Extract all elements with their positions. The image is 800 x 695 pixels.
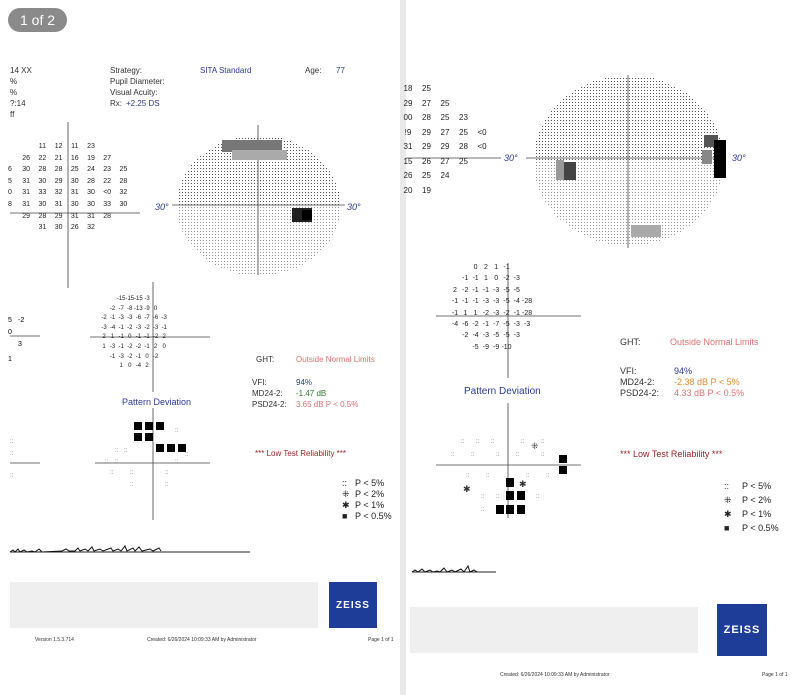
grid-cell: -15	[125, 296, 135, 302]
grid-cell: -10	[501, 343, 512, 351]
grid-cell: 2	[145, 363, 149, 370]
grid-cell: <0	[477, 142, 487, 151]
psd-label: PSD24-2:	[620, 388, 660, 398]
grid-cell: -1	[472, 275, 479, 283]
deviation-fragment: 1	[8, 356, 12, 363]
low-reliability-warning: *** Low Test Reliability ***	[620, 449, 723, 459]
legend-p2: P < 2%	[742, 495, 772, 505]
grid-cell: -3	[144, 296, 150, 302]
grid-cell: -3	[482, 298, 489, 306]
grid-cell: -1	[482, 286, 489, 294]
grid-cell: 30	[119, 201, 128, 208]
grid-cell: -13	[134, 305, 143, 312]
grid-cell: -2	[101, 315, 107, 322]
svg-text:::: ::	[124, 448, 128, 454]
legend-p2: P < 2%	[355, 489, 385, 499]
grid-cell: -1	[109, 353, 116, 360]
grid-cell: 1	[110, 334, 115, 341]
grid-cell: 30	[87, 189, 95, 197]
legend-symbol-05: ■	[724, 523, 730, 533]
grid-cell: 19	[422, 185, 431, 195]
grid-cell: -5	[503, 286, 510, 294]
legend-p1: P < 1%	[742, 509, 772, 519]
grid-cell: 31	[87, 212, 95, 220]
grid-cell: -4	[109, 324, 116, 331]
grid-cell: 27	[422, 98, 431, 108]
ght-label: GHT:	[256, 355, 275, 364]
svg-text:::: ::	[10, 439, 14, 445]
grid-cell: -1	[462, 275, 469, 283]
grid-cell: 24	[87, 166, 95, 174]
grid-cell: -1	[451, 298, 459, 306]
rx-value: +2.25 DS	[126, 99, 160, 108]
grid-cell: 29	[54, 212, 63, 220]
grid-cell: -1	[109, 315, 116, 322]
grid-cell: 2	[453, 286, 457, 294]
grid-cell: 25	[459, 127, 468, 137]
grid-cell: 29	[54, 177, 63, 185]
strategy-value: SITA Standard	[200, 66, 252, 75]
zeiss-logo: ZEISS	[329, 582, 377, 628]
grid-cell: 31	[38, 224, 47, 232]
grid-cell: 29	[440, 142, 450, 151]
md-label: MD24-2:	[252, 389, 283, 398]
grid-cell: 0	[128, 363, 132, 370]
grid-cell: -1	[462, 298, 469, 306]
grid-cell: -28	[522, 309, 533, 317]
grid-cell: 2	[162, 334, 166, 341]
grid-cell: 28	[38, 166, 47, 174]
page-indicator[interactable]: 1 of 2	[8, 8, 67, 32]
degree-label-right: 30°	[732, 153, 746, 163]
grid-cell: 22	[103, 177, 112, 185]
low-reliability-warning: *** Low Test Reliability ***	[255, 449, 347, 458]
md-value: -2.38 dB P < 5%	[674, 377, 740, 387]
grid-cell: -6	[152, 315, 159, 322]
rx-label: Rx:	[110, 99, 122, 108]
grid-cell: -15	[116, 296, 126, 302]
svg-text:::: ::	[130, 482, 134, 488]
grid-cell: -2	[152, 334, 159, 341]
strategy-label: Strategy:	[110, 66, 143, 75]
grid-cell: -3	[101, 324, 107, 331]
grid-cell: 29	[422, 142, 431, 151]
grid-cell: -3	[152, 324, 159, 331]
grid-cell: 24	[440, 171, 450, 180]
svg-text:::: ::	[165, 482, 169, 488]
grid-cell: -5	[503, 332, 510, 340]
grid-cell: 8	[8, 201, 12, 208]
grid-cell: 0	[145, 353, 149, 360]
grid-cell: 2	[153, 344, 158, 350]
legend-p5: P < 5%	[355, 478, 385, 488]
deviation-fragment: 0	[8, 329, 12, 336]
deviation-fragment: 5	[8, 317, 12, 324]
grid-cell: -3	[493, 298, 500, 306]
header-fragment: %	[10, 77, 18, 86]
grid-cell: 30	[38, 201, 47, 208]
grid-cell: -3	[513, 321, 520, 328]
patient-id-fragment: 14 XX	[10, 66, 32, 75]
grid-cell: 25	[459, 156, 468, 166]
grid-cell: 26	[403, 171, 413, 180]
grid-cell: -7	[144, 315, 150, 322]
grid-cell: 29	[22, 212, 31, 220]
grid-cell: 31	[403, 142, 413, 151]
grid-cell: -1	[161, 324, 167, 331]
legend-symbol-2: ⁜	[342, 489, 350, 499]
age-value: 77	[336, 66, 345, 75]
grid-cell: 25	[70, 166, 79, 174]
grid-cell: 31	[22, 201, 31, 208]
grid-cell: -3	[118, 315, 124, 322]
md-label: MD24-2:	[620, 377, 655, 387]
grid-cell: -1	[513, 309, 520, 317]
grid-cell: 5	[8, 177, 12, 185]
grid-cell: 00	[403, 113, 413, 122]
grid-cell: -2	[503, 309, 510, 317]
grid-cell: -6	[135, 315, 142, 322]
grid-cell: 32	[87, 224, 95, 232]
grid-cell: 16	[70, 154, 79, 162]
grid-cell: 0	[494, 275, 499, 283]
grid-cell: !9	[404, 127, 412, 137]
grid-cell: -1	[503, 264, 510, 271]
grid-cell: 1	[473, 309, 478, 317]
grid-cell: 23	[459, 113, 468, 122]
grid-cell: 21	[54, 154, 63, 162]
grid-cell: -2	[135, 344, 142, 350]
grid-cell: -9	[493, 343, 500, 351]
svg-text:::: ::	[10, 473, 14, 479]
degree-label-left: 30°	[504, 153, 518, 163]
grid-cell: -15	[134, 296, 143, 302]
grid-cell: -4	[451, 321, 459, 328]
created-text: Created: 6/26/2024 10:09:33 AM by Administrator	[147, 637, 257, 643]
grid-cell: 33	[38, 189, 47, 197]
svg-text:::: ::	[130, 470, 134, 476]
grid-cell: 0	[473, 264, 478, 271]
right-report-page	[403, 0, 800, 695]
psd-label: PSD24-2:	[252, 400, 287, 409]
grid-cell: 1	[463, 309, 468, 317]
psd-value: 3.65 dB P < 0.5%	[296, 400, 359, 409]
grid-cell: -5	[493, 332, 500, 340]
legend-symbol-5: ::	[724, 481, 730, 491]
grid-cell: -2	[482, 309, 489, 317]
grid-cell: 25	[422, 171, 431, 180]
grid-cell: 31	[70, 189, 79, 197]
grid-cell: 30	[54, 224, 63, 232]
grid-cell: -2	[127, 324, 133, 331]
header-fragment: %	[10, 88, 18, 97]
grid-cell: -1	[451, 309, 459, 317]
grid-cell: -2	[462, 332, 469, 340]
md-value: -1.47 dB	[296, 389, 327, 398]
grid-cell: -4	[472, 332, 479, 340]
grid-cell: 23	[87, 143, 95, 150]
grid-cell: -3	[493, 309, 500, 317]
svg-text:::: ::	[165, 470, 169, 476]
grid-cell: <0	[103, 189, 112, 197]
legend-p05: P < 0.5%	[355, 511, 392, 521]
grid-cell: 25	[440, 98, 450, 108]
footer-box	[10, 582, 318, 628]
deviation-fragment: 3	[18, 341, 22, 348]
ght-label: GHT:	[620, 337, 641, 347]
grid-cell: 30	[87, 201, 95, 208]
grid-cell: -1	[118, 324, 124, 331]
grid-cell: -3	[513, 332, 520, 340]
legend-p05: P < 0.5%	[742, 523, 779, 533]
vfi-label: VFI:	[620, 366, 637, 376]
grid-cell: -2	[127, 353, 133, 360]
grid-cell: -5	[503, 321, 510, 328]
header-fragment: ?:14	[10, 99, 26, 108]
grid-cell: -1	[135, 353, 142, 360]
age-label: Age:	[305, 66, 322, 75]
grid-cell: 0	[8, 189, 12, 197]
grid-cell: 32	[119, 189, 128, 197]
legend-symbol-05: ■	[342, 511, 348, 521]
pattern-deviation-title: Pattern Deviation	[122, 397, 192, 407]
grid-cell: -3	[135, 324, 142, 331]
grid-cell: 30	[22, 166, 31, 174]
ght-value: Outside Normal Limits	[670, 337, 759, 347]
grid-cell: -3	[513, 275, 520, 283]
acuity-label: Visual Acuity:	[110, 88, 158, 97]
vfi-label: VFI:	[252, 378, 267, 387]
grid-cell: -8	[127, 305, 133, 312]
grid-cell: -2	[462, 286, 469, 294]
grid-cell: -2	[127, 344, 133, 350]
grid-cell: -1	[482, 321, 489, 328]
grid-cell: -1	[118, 344, 124, 350]
grid-cell: -5	[472, 343, 479, 351]
page-number: Page 1 of 1	[368, 637, 394, 643]
degree-label-left: 30°	[155, 202, 169, 212]
grid-cell: -3	[109, 344, 116, 350]
grid-cell: 30	[70, 177, 79, 185]
grid-cell: -5	[513, 286, 520, 294]
psd-value: 4.33 dB P < 0.5%	[674, 388, 745, 398]
grid-cell: 33	[103, 201, 112, 208]
degree-label-right: 30°	[347, 202, 361, 212]
grid-cell: -7	[118, 305, 124, 312]
grid-cell: -1	[472, 298, 479, 306]
grid-cell: 31	[22, 189, 31, 197]
grid-cell: 15	[403, 156, 413, 166]
grid-cell: 23	[103, 166, 112, 174]
created-text: Created: 6/26/2024 10:09:33 AM by Administrator	[500, 672, 610, 678]
grid-cell: 0	[153, 305, 158, 312]
vfi-value: 94%	[296, 378, 313, 387]
legend-p5: P < 5%	[742, 481, 772, 491]
grid-cell: 28	[38, 212, 47, 220]
grid-cell: 29	[403, 98, 413, 108]
grid-cell: -2	[472, 321, 479, 328]
grid-cell: 29	[422, 127, 431, 137]
grid-cell: -3	[127, 315, 133, 322]
grid-cell: -3	[118, 353, 124, 360]
grid-cell: 28	[54, 166, 63, 174]
grid-cell: 31	[70, 212, 79, 220]
grid-cell: -4	[513, 298, 520, 306]
grid-cell: -5	[503, 298, 510, 306]
grid-cell: 25	[422, 84, 431, 93]
pupil-label: Pupil Diameter:	[110, 77, 165, 86]
grid-cell: 27	[440, 127, 450, 137]
grid-cell: 11	[71, 143, 79, 150]
grid-cell: 28	[422, 113, 431, 122]
grid-cell: -1	[144, 334, 150, 341]
grid-cell: 1	[483, 275, 488, 283]
grid-cell: 31	[54, 201, 63, 208]
grid-cell: 1	[494, 264, 499, 271]
svg-text:::: ::	[115, 459, 119, 465]
grid-cell: 12	[54, 143, 63, 150]
grid-cell: 20	[403, 185, 413, 195]
grid-cell: 22	[38, 154, 47, 162]
header-fragment: ff	[10, 110, 15, 119]
grid-cell: 2	[483, 264, 488, 271]
grid-cell: 27	[103, 154, 112, 162]
grid-cell: -7	[493, 321, 500, 328]
grid-cell: 11	[38, 143, 47, 150]
zeiss-logo: ZEISS	[717, 604, 767, 656]
pattern-deviation-title: Pattern Deviation	[464, 386, 541, 397]
grid-cell: -3	[523, 321, 531, 328]
svg-text:::: ::	[185, 452, 189, 458]
grid-cell: -3	[161, 315, 167, 322]
grid-cell: 26	[22, 154, 31, 162]
grid-cell: 25	[119, 166, 128, 174]
grid-cell: 28	[119, 177, 128, 185]
grid-cell: <0	[477, 127, 487, 137]
grid-cell: 26	[70, 224, 79, 232]
grid-cell: -28	[522, 298, 533, 306]
legend-symbol-5: ::	[342, 478, 348, 488]
page-number: Page 1 of 1	[762, 672, 788, 678]
grid-cell: 27	[440, 156, 450, 166]
grid-cell: 1	[119, 363, 123, 370]
footer-box	[410, 607, 698, 653]
grid-cell: 0	[162, 344, 166, 350]
svg-text:::: ::	[175, 459, 179, 465]
grid-cell: 28	[459, 142, 468, 151]
version-text: Version 1.5.3.714	[35, 637, 74, 643]
grid-cell: 30	[38, 177, 47, 185]
grid-cell: 25	[440, 113, 450, 122]
grid-cell: 1	[102, 344, 106, 350]
grid-cell: -3	[493, 286, 500, 294]
grid-cell: -3	[482, 332, 489, 340]
legend-symbol-2: ⁜	[724, 495, 732, 505]
vfi-value: 94%	[674, 366, 693, 376]
grid-cell: -1	[472, 286, 479, 294]
grid-cell: 26	[422, 156, 431, 166]
legend-symbol-1: ✱	[342, 500, 350, 510]
grid-cell: 31	[22, 177, 31, 185]
grid-cell: 6	[8, 166, 12, 174]
grid-cell: -2	[152, 353, 159, 360]
grid-cell: -2	[144, 324, 150, 331]
grid-cell: 18	[403, 84, 413, 93]
deviation-fragment: -2	[18, 317, 25, 324]
grid-cell: 28	[103, 212, 112, 220]
grid-cell: 19	[87, 154, 95, 162]
grid-cell: -9	[482, 343, 489, 351]
grid-cell: 32	[54, 189, 63, 197]
grid-cell: 2	[102, 334, 106, 341]
grid-cell: -2	[503, 275, 510, 283]
ght-value: Outside Normal Limits	[296, 355, 375, 364]
svg-text:::: ::	[105, 459, 109, 465]
gaze-tracker	[406, 0, 800, 695]
svg-text:::: ::	[175, 428, 179, 434]
grid-cell: 28	[87, 177, 95, 185]
svg-text:::: ::	[110, 470, 114, 476]
grid-cell: -1	[135, 334, 142, 341]
grid-cell: -1	[118, 334, 124, 341]
grid-cell: -6	[462, 321, 469, 328]
grid-cell: -2	[109, 305, 116, 312]
grid-cell: -1	[144, 344, 150, 350]
legend-symbol-1: ✱	[724, 509, 732, 519]
legend-p1: P < 1%	[355, 500, 385, 510]
svg-text:::: ::	[115, 448, 119, 454]
grid-cell: 0	[128, 334, 132, 341]
grid-cell: -9	[144, 305, 150, 312]
grid-cell: 30	[70, 201, 79, 208]
grid-cell: -4	[135, 363, 142, 370]
svg-text:::: ::	[10, 451, 14, 457]
